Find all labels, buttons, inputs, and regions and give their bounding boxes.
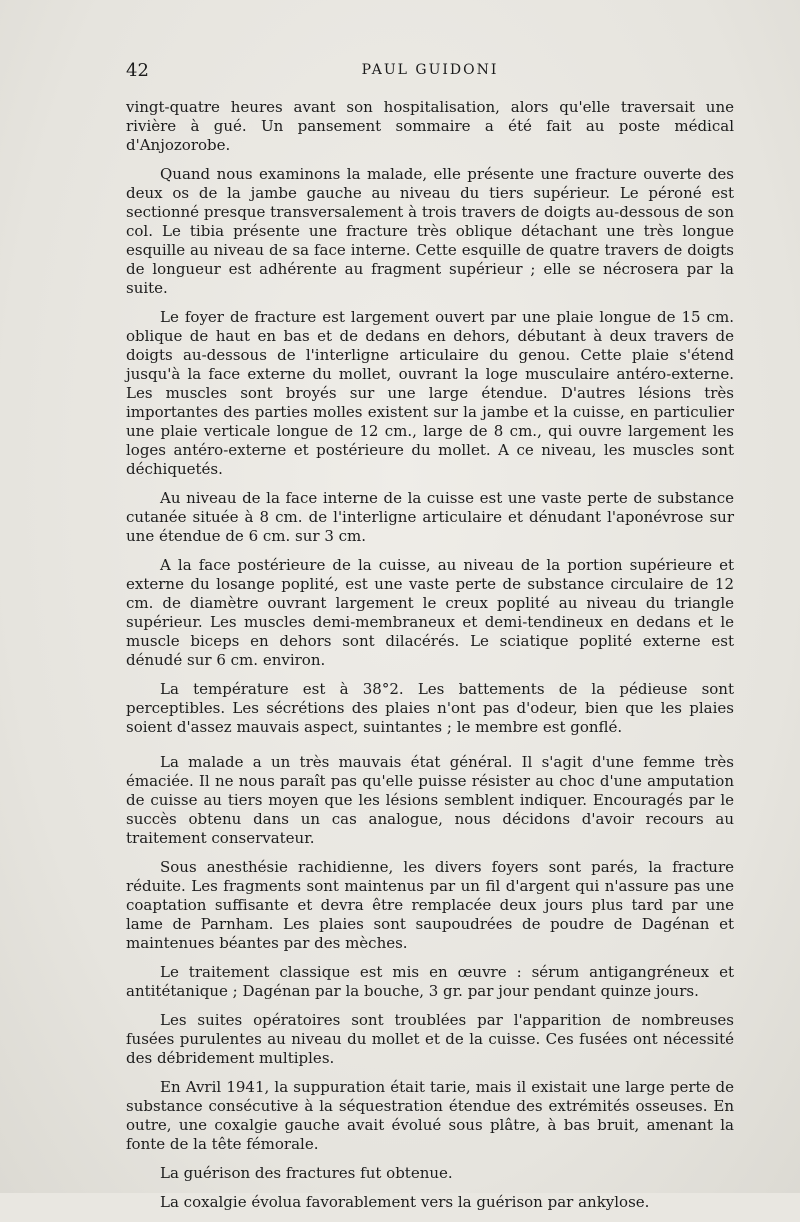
paragraph-coxalgia: La coxalgie évolua favorablement vers la guérison par ankylose. [160,1193,650,1211]
page-header [126,60,734,86]
paragraph-thigh-posterior: A la face postérieure de la cuisse, au niveau de la portion supérieure et externe du losange poplité, est une vaste perte de substance circulaire de 12 cm. de diamètre ouvrant largement le creux poplité au niveau du triangle supérieur. Les muscles demi-membraneux et demi-tendineux en dedans et le muscle biceps en dehors sont dilacérés. Le sciatique poplité externe est dénudé sur 6 cm. environ. [126,556,734,669]
running-title: PAUL GUIDONI [361,62,499,78]
paragraph-postoperative: Les suites opératoires sont troublées par l'apparition de nombreuses fusées purulentes au niveau du mollet et de la cuisse. Ces fusées ont nécessité des débridement multiples. [126,1011,734,1067]
paragraph-april-1941: En Avril 1941, la suppuration était tarie, mais il existait une large perte de substance consécutive à la séquestration étendue des extrémités osseuses. En outre, une coxalgie gauche avait évolué sous plâtre, à bas bruit, amenant la fonte de la tête fémorale. [126,1078,734,1153]
paragraph-anesthesia: Sous anesthésie rachidienne, les divers foyers sont parés, la fracture réduite. Les fragments sont maintenus par un fil d'argent qui n'assure pas une coaptation suffisante et devra être remplacée deux jours plus tard par une lame de Parnham. Les plaies sont saupoudrées de poudre de Dagénan et maintenues béantes par des mèches. [126,858,734,952]
paragraph-fracture-site: Le foyer de fracture est largement ouvert par une plaie longue de 15 cm. oblique de haut en bas et de dedans en dehors, débutant à deux travers de doigts au-dessous de l'interligne articulaire du genou. Cette plaie s'étend jusqu'à la face externe du mollet, ouvrant la loge musculaire antéro-externe. Les muscles sont broyés sur une large étendue. D'autres lésions très importantes des parties molles existent sur la jambe et la cuisse, en particulier une plaie verticale longue de 12 cm., large de 8 cm., qui ouvre largement les loges antéro-externe et postérieure du mollet. A ce niveau, les muscles sont déchiquetés. [126,308,734,478]
paragraph-healing: La guérison des fractures fut obtenue. [160,1164,453,1182]
paragraph-examination: Quand nous examinons la malade, elle présente une fracture ouverte des deux os de la jambe gauche au niveau du tiers supérieur. Le péroné est sectionné presque transversalement à trois travers de doigts au-dessous de son col. Le tibia présente une fracture très oblique détachant une très longue esquille au niveau de sa face interne. Cette esquille de quatre travers de doigts de longueur est adhérente au fragment supérieur ; elle se nécrosera par la suite. [126,165,734,297]
paragraph-thigh-inner: Au niveau de la face interne de la cuisse est une vaste perte de substance cutanée située à 8 cm. de l'interligne articulaire et dénudant l'aponévrose sur une étendue de 6 cm. sur 3 cm. [126,489,734,545]
paragraph-treatment: Le traitement classique est mis en œuvre : sérum antigangréneux et antitétanique ; Dagénan par la bouche, 3 gr. par jour pendant quinze jours. [126,963,734,1000]
body-text [126,98,734,1222]
page-number: 42 [126,60,149,81]
paragraph-temperature: La température est à 38°2. Les battements de la pédieuse sont perceptibles. Les sécrétions des plaies n'ont pas d'odeur, bien que les plaies soient d'assez mauvais aspect, suintantes ; le membre est gonflé. [126,680,734,736]
paragraph-continuation: vingt-quatre heures avant son hospitalisation, alors qu'elle traversait une rivière à gué. Un pansement sommaire a été fait au poste médical d'Anjozorobe. [126,98,734,154]
paragraph-general-state: La malade a un très mauvais état général. Il s'agit d'une femme très émaciée. Il ne nous paraît pas qu'elle puisse résister au choc d'une amputation de cuisse au tiers moyen que les lésions semblent indiquer. Encouragés par le succès obtenu dans un cas analogue, nous décidons d'avoir recours au traitement conservateur. [126,753,734,847]
